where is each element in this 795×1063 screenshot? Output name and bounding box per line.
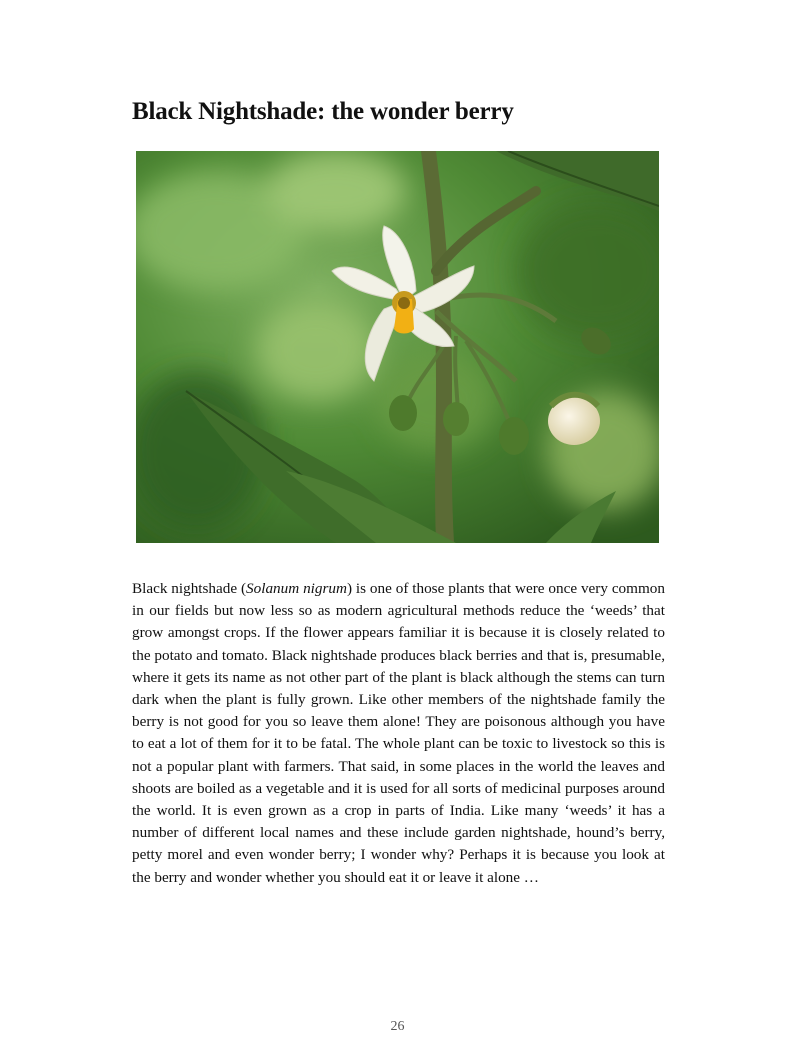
body-text: ) is one of those plants that were once very common in our fields but now less so as modern agricultural methods reduce the ‘weeds’ that grow amongst crops. If the flower appears familiar it is because it is closely related to the potato and tomato. Black nightshade produces black berries and that is, presumable, where it gets its name as not other part of the plant is black although the stems can turn dark when the plant is fully grown. Like other members of the nightshade family the berry is not good for you so leave them alone! They are poisonous although you have to eat a lot of them for it to be fatal. The whole plant can be toxic to livestock so this is not a popular plant with farmers. That said, in some places in the world the leaves and shoots are boiled as a vegetable and it is used for all sorts of medicinal purposes around the world. It is even grown as a crop in parts of India. Like many ‘weeds’ it has a number of different local names and these include garden nightshade, hound’s berry, petty morel and even wonder berry; I wonder why? Perhaps it is because you look at the berry and wonder whether you should eat it or leave it alone … (132, 580, 665, 886)
page-number: 26 (390, 1019, 405, 1034)
nightshade-flower-photo (136, 151, 659, 543)
body-paragraph (132, 578, 665, 889)
species-name: Solanum nigrum (246, 580, 347, 597)
body-intro: Black nightshade ( (132, 580, 247, 597)
page-title: Black Nightshade: the wonder berry (132, 98, 514, 125)
